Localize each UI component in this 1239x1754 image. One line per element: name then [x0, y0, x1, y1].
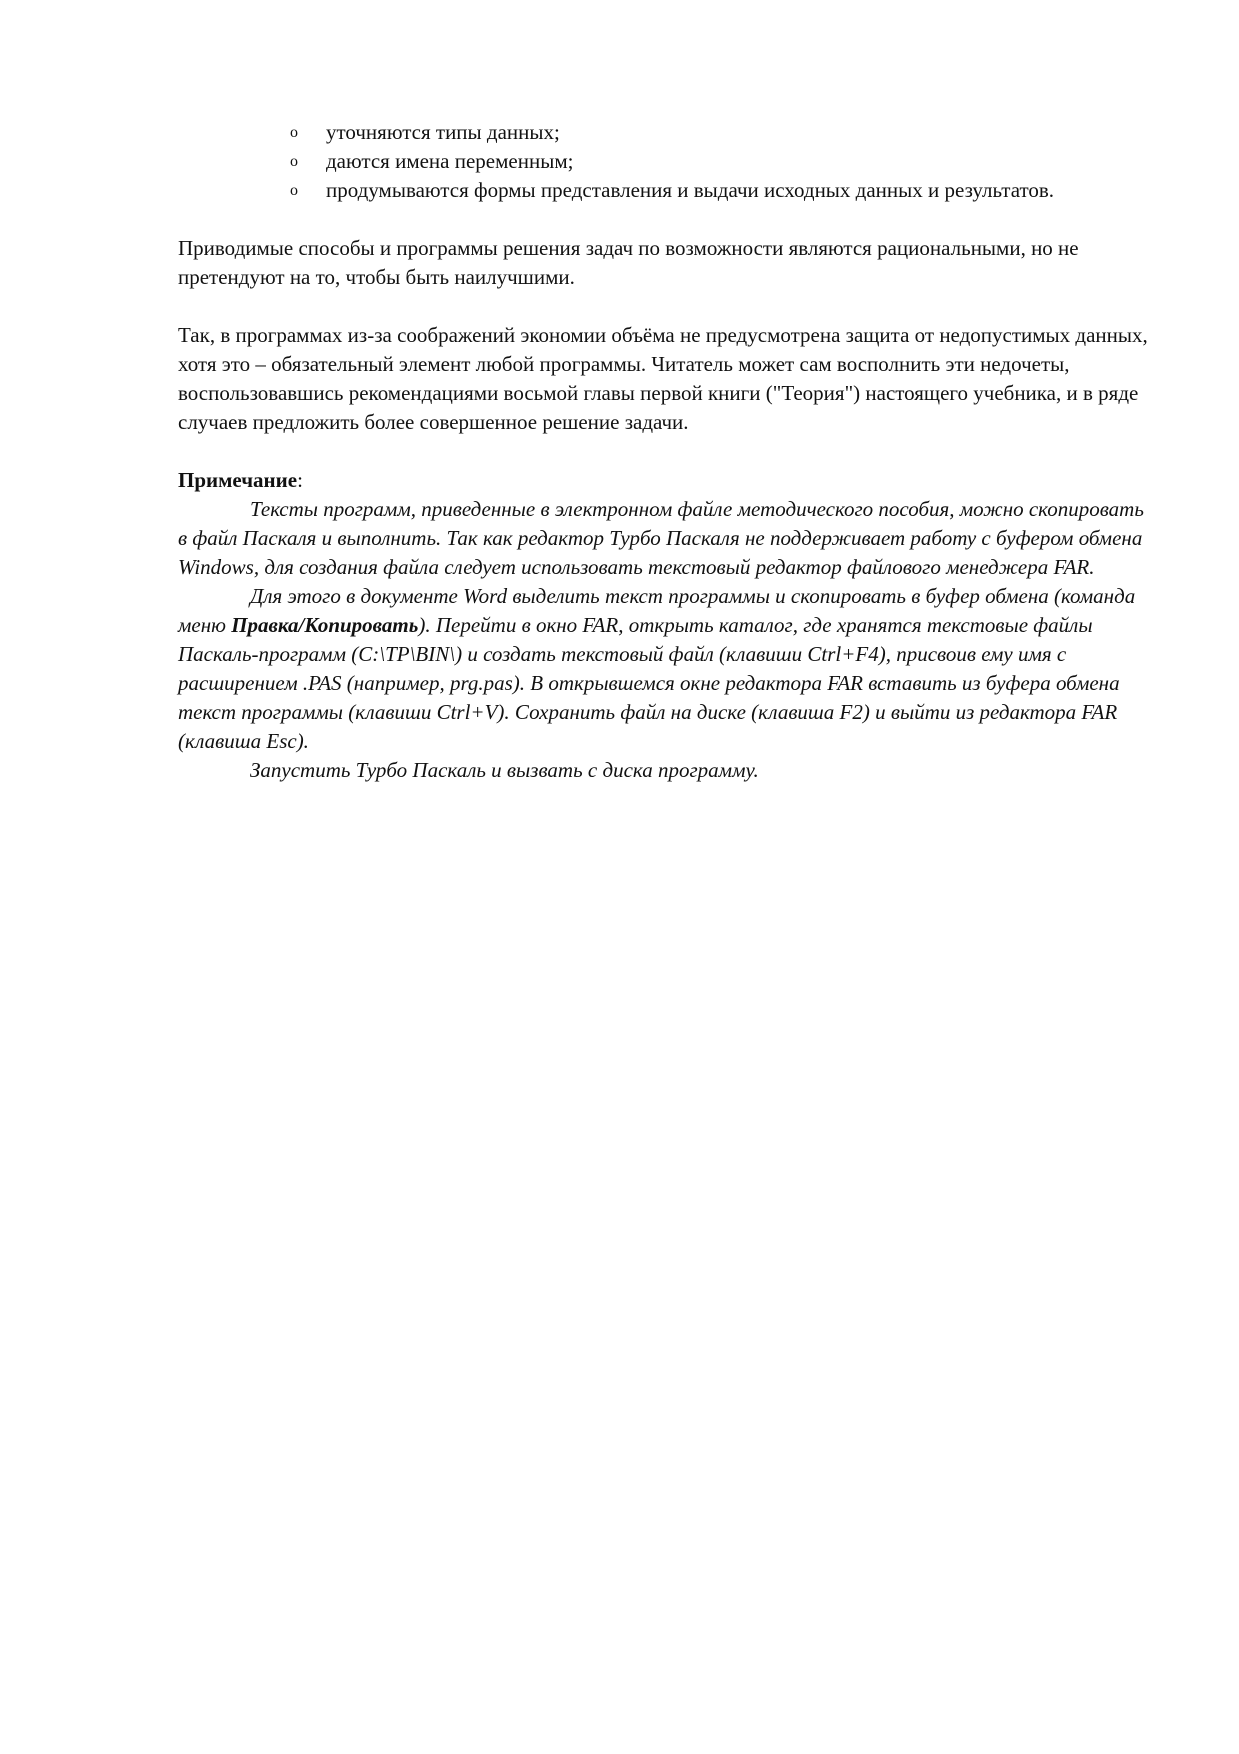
- menu-command: Правка/Копировать: [231, 613, 419, 637]
- note-p2-start: Для этого в документе Word выделить текст программы и скопировать в буфер обмена (команда меню: [178, 584, 1136, 637]
- bullet-marker: o: [290, 182, 298, 199]
- paragraph-protection: Так, в программах из-за соображений экономии объёма не предусмотрена защита от недопустимых данных, хотя это – обязательный элемент любой программы. Читатель может сам восполнить эти недочеты, воспользовавшись рекомендациями восьмой главы первой книги ("Теория") настоящего учебника, и в ряде случаев предложить более совершенное решение задачи.: [178, 323, 1148, 434]
- bullet-marker: o: [290, 153, 298, 170]
- list-item: [290, 147, 1150, 176]
- note-paragraph-2: [178, 582, 1150, 756]
- paragraph-rationality: Приводимые способы и программы решения задач по возможности являются рациональными, но не претендуют на то, чтобы быть наилучшими.: [178, 236, 1079, 289]
- bullet-marker: o: [290, 124, 298, 141]
- note-paragraph-3: Запустить Турбо Паскаль и вызвать с диска программу.: [250, 758, 759, 782]
- note-heading: Примечание: [178, 468, 298, 492]
- note-heading-colon: :: [297, 468, 303, 492]
- list-item-text: уточняются типы данных;: [326, 120, 560, 144]
- note-p2-end: ). Перейти в окно FAR, открыть каталог, где хранятся текстовые файлы Паскаль-программ (C:\TP\BIN\) и создать текстовый файл (клавиши Ctrl+F4), присвоив ему имя с расширением .PAS (например, prg.pas). В открывшемся окне редактора FAR вставить из буфера обмена текст программы (клавиши Ctrl+V). Сохранить файл на диске (клавиша F2) и выйти из редактора FAR (клавиша Esc).: [178, 613, 1120, 753]
- list-item-text: даются имена переменным;: [326, 149, 574, 173]
- list-item: [290, 118, 1150, 147]
- note-paragraph-1: Тексты программ, приведенные в электронном файле методического пособия, можно скопировать в файл Паскаля и выполнить. Так как редактор Турбо Паскаля не поддерживает работу с буфером обмена Windows, для создания файла следует использовать текстовый редактор файлового менеджера FAR.: [178, 497, 1144, 579]
- note-heading-line: [178, 466, 1150, 495]
- bullet-list: [178, 118, 1150, 205]
- list-item-text: продумываются формы представления и выдачи исходных данных и результатов.: [326, 178, 1055, 202]
- list-item: [290, 176, 1150, 205]
- page-content: [178, 118, 1150, 785]
